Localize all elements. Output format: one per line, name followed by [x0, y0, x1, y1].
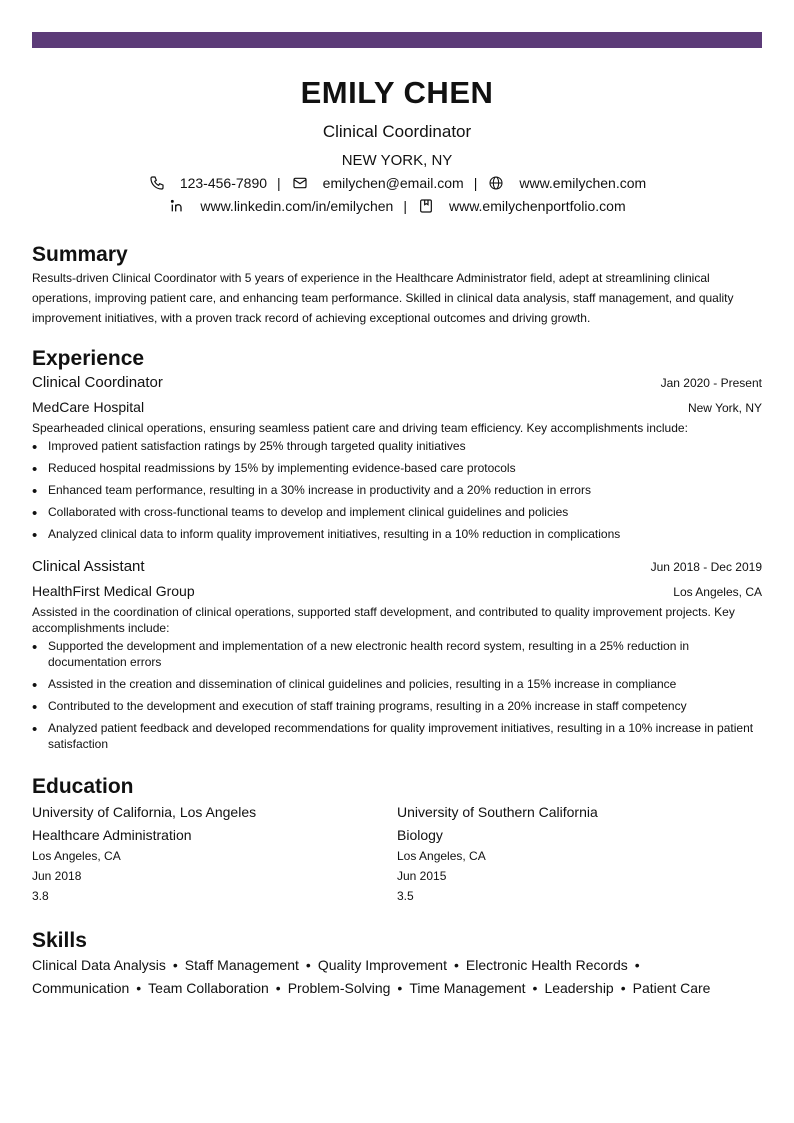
skill-separator: • [136, 980, 142, 996]
accomplishment-item: • Analyzed clinical data to inform quality improvement initiatives, resulting in a 10% reduction in complications [32, 526, 762, 542]
job-header [32, 556, 762, 578]
skill-separator: • [453, 957, 459, 973]
accomplishment-item: • Improved patient satisfaction ratings by 25% through targeted quality initiatives [32, 438, 762, 454]
job-entry [32, 556, 762, 752]
experience-heading: Experience [32, 347, 145, 370]
edu-gpa: 3.8 [32, 889, 49, 903]
skill-item: Communication [32, 980, 130, 996]
candidate-name: EMILY CHEN [300, 75, 494, 110]
edu-date: Jun 2015 [397, 869, 447, 883]
skill-separator: • [275, 980, 281, 996]
edu-field: Healthcare Administration [32, 827, 192, 843]
skill-separator: • [305, 957, 311, 973]
accomplishment-item: • Contributed to the development and execution of staff training programs, resulting in a 20% increase in staff competency [32, 698, 762, 714]
job-location: Los Angeles, CA [673, 585, 762, 599]
summary-text: Results-driven Clinical Coordinator with 5 years of experience in the Healthcare Administrator field, adept at streamlining clinical operations, improving patient care, and enhancing team performance. Skilled in clinical data analysis, staff management, and quality improvement initiatives, with a proven track record of achieving exceptional outcomes and driving growth. [32, 271, 734, 325]
job-description: Assisted in the coordination of clinical operations, supported staff development, and contributed to quality improvement projects. Key accomplishments include: [32, 605, 735, 635]
skill-separator: • [634, 957, 640, 973]
skill-item: Quality Improvement [317, 957, 447, 973]
contact-separator: | [473, 175, 478, 191]
contact-row-primary [32, 173, 762, 193]
skills-heading: Skills [32, 929, 87, 952]
phone-icon [148, 174, 166, 192]
edu-school: University of Southern California [397, 804, 598, 820]
skill-item: Patient Care [632, 980, 711, 996]
education-entry [397, 800, 762, 906]
globe-icon [487, 174, 505, 192]
resume-page [32, 32, 762, 1000]
job-location: New York, NY [687, 401, 762, 415]
education-entry [32, 800, 397, 906]
skills-list [32, 954, 762, 1000]
job-role: Clinical Assistant [32, 558, 145, 575]
portfolio-link[interactable]: www.emilychenportfolio.com [448, 198, 626, 214]
linkedin-link[interactable]: www.linkedin.com/in/emilychen [200, 198, 394, 214]
edu-gpa: 3.5 [397, 889, 414, 903]
job-role: Clinical Coordinator [32, 374, 163, 391]
skill-item: Electronic Health Records [465, 957, 628, 973]
edu-school: University of California, Los Angeles [32, 804, 257, 820]
job-organization: HealthFirst Medical Group [32, 583, 195, 599]
contact-separator: | [403, 198, 407, 214]
accent-bar [32, 32, 762, 48]
edu-date: Jun 2018 [32, 869, 82, 883]
candidate-location: NEW YORK, NY [341, 152, 453, 169]
skill-item: Team Collaboration [148, 980, 269, 996]
contact-row-secondary [32, 196, 762, 216]
resume-header [32, 75, 762, 216]
skill-separator: • [620, 980, 626, 996]
accomplishment-item: • Supported the development and implementation of a new electronic health record system, resulting in a 25% reduction in documentation errors [32, 638, 762, 670]
website-link[interactable]: www.emilychen.com [519, 175, 647, 191]
skill-separator: • [532, 980, 538, 996]
job-organization: MedCare Hospital [32, 399, 145, 415]
job-dates: Jun 2018 - Dec 2019 [650, 560, 762, 574]
accomplishment-item: • Collaborated with cross-functional teams to develop and implement clinical guidelines and policies [32, 504, 762, 520]
job-entry [32, 372, 762, 542]
job-description: Spearheaded clinical operations, ensuring seamless patient care and driving team efficiency. Key accomplishments include: [32, 421, 688, 435]
edu-field: Biology [397, 827, 443, 843]
accomplishment-item: • Reduced hospital readmissions by 15% by implementing evidence-based care protocols [32, 460, 762, 476]
edu-location: Los Angeles, CA [32, 849, 121, 863]
accomplishment-item: • Enhanced team performance, resulting in a 30% increase in productivity and a 20% reduction in errors [32, 482, 762, 498]
education-heading: Education [32, 775, 134, 798]
portfolio-icon [417, 197, 435, 215]
job-org-row [32, 394, 762, 418]
edu-location: Los Angeles, CA [397, 849, 486, 863]
skill-separator: • [172, 957, 178, 973]
job-accomplishments [32, 438, 762, 542]
skill-item: Clinical Data Analysis [32, 957, 166, 973]
skill-item: Leadership [544, 980, 614, 996]
summary-heading: Summary [32, 243, 128, 266]
job-header [32, 372, 762, 394]
job-accomplishments [32, 638, 762, 752]
job-dates: Jan 2020 - Present [660, 376, 762, 390]
candidate-title: Clinical Coordinator [322, 122, 472, 141]
education-grid [32, 800, 762, 906]
contact-separator: | [277, 175, 281, 191]
skill-item: Problem-Solving [287, 980, 391, 996]
linkedin-icon [168, 197, 186, 215]
email-icon [291, 174, 309, 192]
skill-separator: • [397, 980, 403, 996]
job-org-row [32, 578, 762, 602]
phone-number[interactable]: 123-456-7890 [179, 175, 268, 191]
skill-item: Staff Management [184, 957, 299, 973]
email-link[interactable]: emilychen@email.com [322, 175, 464, 191]
accomplishment-item: • Analyzed patient feedback and developed recommendations for quality improvement initiatives, resulting in a 10% increase in patient satisfaction [32, 720, 762, 752]
skill-item: Time Management [409, 980, 526, 996]
accomplishment-item: • Assisted in the creation and dissemination of clinical guidelines and policies, resulting in a 15% increase in compliance [32, 676, 762, 692]
